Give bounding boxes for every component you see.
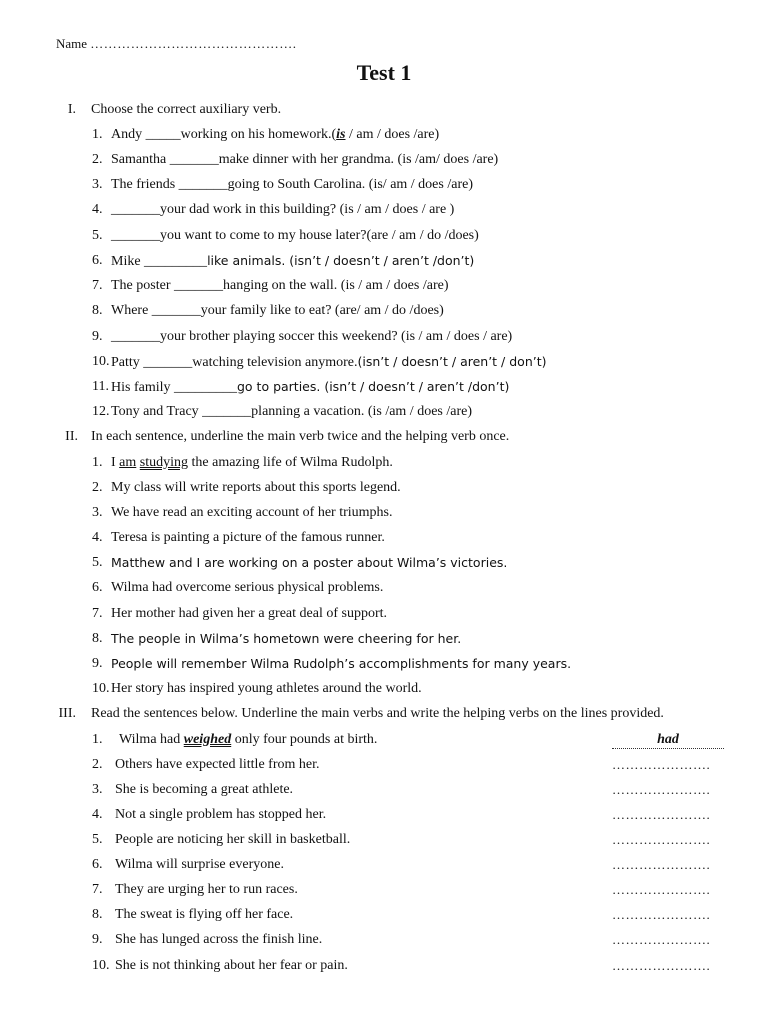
section-instruction: Read the sentences below. Underline the main verbs and write the helping verbs on the lines provided. <box>91 706 664 721</box>
item-number: 12. <box>92 404 110 419</box>
item-text: The poster _______hanging on the wall. (is / am / does /are) <box>111 278 449 293</box>
list-item <box>0 580 768 605</box>
answer-line[interactable]: …………………. <box>612 958 711 973</box>
item-text: Wilma had weighed only four pounds at birth. <box>119 732 378 747</box>
section-number: II. <box>65 429 78 444</box>
list-item <box>0 228 768 253</box>
item-text: Matthew and I are working on a poster about Wilma’s victories. <box>111 555 508 570</box>
item-text: Mike _________like animals. (isn’t / doesn’t / aren’t /don’t) <box>111 253 475 269</box>
item-number: 7. <box>92 882 103 897</box>
item-text: They are urging her to run races. <box>115 882 298 897</box>
name-blank: ………………………………………. <box>90 36 297 51</box>
list-item <box>0 782 768 807</box>
list-item <box>0 732 768 757</box>
list-item <box>0 404 768 429</box>
item-number: 1. <box>92 732 103 747</box>
item-text: She is becoming a great athlete. <box>115 782 294 797</box>
item-number: 2. <box>92 480 103 495</box>
item-text: _______your dad work in this building? (is / am / does / are ) <box>111 202 455 217</box>
item-text: _______you want to come to my house later?(are / am / do /does) <box>111 228 479 243</box>
item-number: 9. <box>92 932 103 947</box>
item-text: Wilma will surprise everyone. <box>115 857 284 872</box>
list-item <box>0 681 768 706</box>
item-number: 10. <box>92 354 110 369</box>
item-number: 1. <box>92 127 103 142</box>
list-item <box>0 907 768 932</box>
item-number: 3. <box>92 505 103 520</box>
answer-line[interactable]: …………………. <box>612 807 711 822</box>
answer-word: is <box>336 127 346 142</box>
item-text: Not a single problem has stopped her. <box>115 807 327 822</box>
section-instruction: In each sentence, underline the main verb twice and the helping verb once. <box>91 429 510 444</box>
answer-line[interactable]: had <box>612 732 724 749</box>
item-text: People are noticing her skill in basketball. <box>115 832 351 847</box>
list-item <box>0 631 768 656</box>
section-number: I. <box>67 102 76 117</box>
item-number: 2. <box>92 757 103 772</box>
list-item <box>0 932 768 957</box>
item-text: Others have expected little from her. <box>115 757 320 772</box>
helping-verb: am <box>119 455 137 470</box>
answer-line[interactable]: …………………. <box>612 907 711 922</box>
list-item <box>0 202 768 227</box>
item-number: 11. <box>92 379 109 394</box>
item-text: I am studying the amazing life of Wilma Rudolph. <box>111 455 393 470</box>
item-text: We have read an exciting account of her triumphs. <box>111 505 393 520</box>
list-item <box>0 505 768 530</box>
list-item <box>0 177 768 202</box>
item-number: 6. <box>92 857 103 872</box>
item-number: 8. <box>92 907 103 922</box>
item-number: 10. <box>92 958 110 973</box>
item-text: She has lunged across the finish line. <box>115 932 323 947</box>
name-label: Name <box>56 36 88 51</box>
item-text: Tony and Tracy _______planning a vacation. (is /am / does /are) <box>111 404 472 419</box>
item-number: 2. <box>92 152 103 167</box>
item-number: 6. <box>92 253 103 268</box>
list-item <box>0 958 768 983</box>
answer-line[interactable]: …………………. <box>612 857 711 872</box>
item-number: 1. <box>92 455 103 470</box>
list-item <box>0 278 768 303</box>
list-item <box>0 656 768 681</box>
list-item <box>0 480 768 505</box>
item-text: Teresa is painting a picture of the famous runner. <box>111 530 385 545</box>
item-number: 9. <box>92 656 103 671</box>
item-number: 8. <box>92 631 103 646</box>
item-number: 7. <box>92 278 103 293</box>
item-text: She is not thinking about her fear or pain. <box>115 958 348 973</box>
list-item <box>0 455 768 480</box>
list-item <box>0 857 768 882</box>
section-number: III. <box>58 706 76 721</box>
main-verb: studying <box>139 455 189 470</box>
answer-line[interactable]: …………………. <box>612 757 711 772</box>
item-number: 10. <box>92 681 110 696</box>
item-number: 3. <box>92 177 103 192</box>
list-item <box>0 329 768 354</box>
answer-line[interactable]: …………………. <box>612 882 711 897</box>
list-item <box>0 530 768 555</box>
list-item <box>0 757 768 782</box>
item-number: 8. <box>92 303 103 318</box>
item-text: The sweat is flying off her face. <box>115 907 294 922</box>
list-item <box>0 127 768 152</box>
item-number: 7. <box>92 606 103 621</box>
item-text: Patty _______watching television anymore.(isn’t / doesn’t / aren’t / don’t) <box>111 354 547 370</box>
page-title: Test 1 <box>356 60 412 85</box>
list-item <box>0 807 768 832</box>
answer-line[interactable]: …………………. <box>612 782 711 797</box>
item-number: 5. <box>92 555 103 570</box>
list-item <box>0 253 768 278</box>
item-number: 5. <box>92 228 103 243</box>
item-text: Her story has inspired young athletes around the world. <box>111 681 422 696</box>
list-item <box>0 303 768 328</box>
answer-line[interactable]: …………………. <box>612 932 711 947</box>
item-text: _______your brother playing soccer this weekend? (is / am / does / are) <box>111 329 513 344</box>
item-text: Her mother had given her a great deal of support. <box>111 606 388 621</box>
list-item <box>0 354 768 379</box>
list-item <box>0 152 768 177</box>
item-text: My class will write reports about this sports legend. <box>111 480 401 495</box>
item-text: Wilma had overcome serious physical problems. <box>111 580 384 595</box>
list-item <box>0 379 768 404</box>
item-text: Where _______your family like to eat? (are/ am / do /does) <box>111 303 444 318</box>
name-line <box>56 36 297 52</box>
item-number: 6. <box>92 580 103 595</box>
item-text: Samantha _______make dinner with her grandma. (is /am/ does /are) <box>111 152 499 167</box>
item-number: 4. <box>92 807 103 822</box>
section-instruction: Choose the correct auxiliary verb. <box>91 102 282 117</box>
item-text: People will remember Wilma Rudolph’s accomplishments for many years. <box>111 656 572 671</box>
item-text: The friends _______going to South Carolina. (is/ am / does /are) <box>111 177 473 192</box>
list-item <box>0 832 768 857</box>
item-number: 4. <box>92 530 103 545</box>
item-number: 5. <box>92 832 103 847</box>
list-item <box>0 555 768 580</box>
list-item <box>0 606 768 631</box>
item-number: 4. <box>92 202 103 217</box>
answer-line[interactable]: …………………. <box>612 832 711 847</box>
item-number: 3. <box>92 782 103 797</box>
main-verb: weighed <box>183 732 232 747</box>
item-text: Andy _____working on his homework.(is / am / does /are) <box>111 127 440 142</box>
list-item <box>0 882 768 907</box>
item-number: 9. <box>92 329 103 344</box>
item-text: His family _________go to parties. (isn’t / doesn’t / aren’t /don’t) <box>111 379 510 395</box>
item-text: The people in Wilma’s hometown were cheering for her. <box>111 631 462 646</box>
